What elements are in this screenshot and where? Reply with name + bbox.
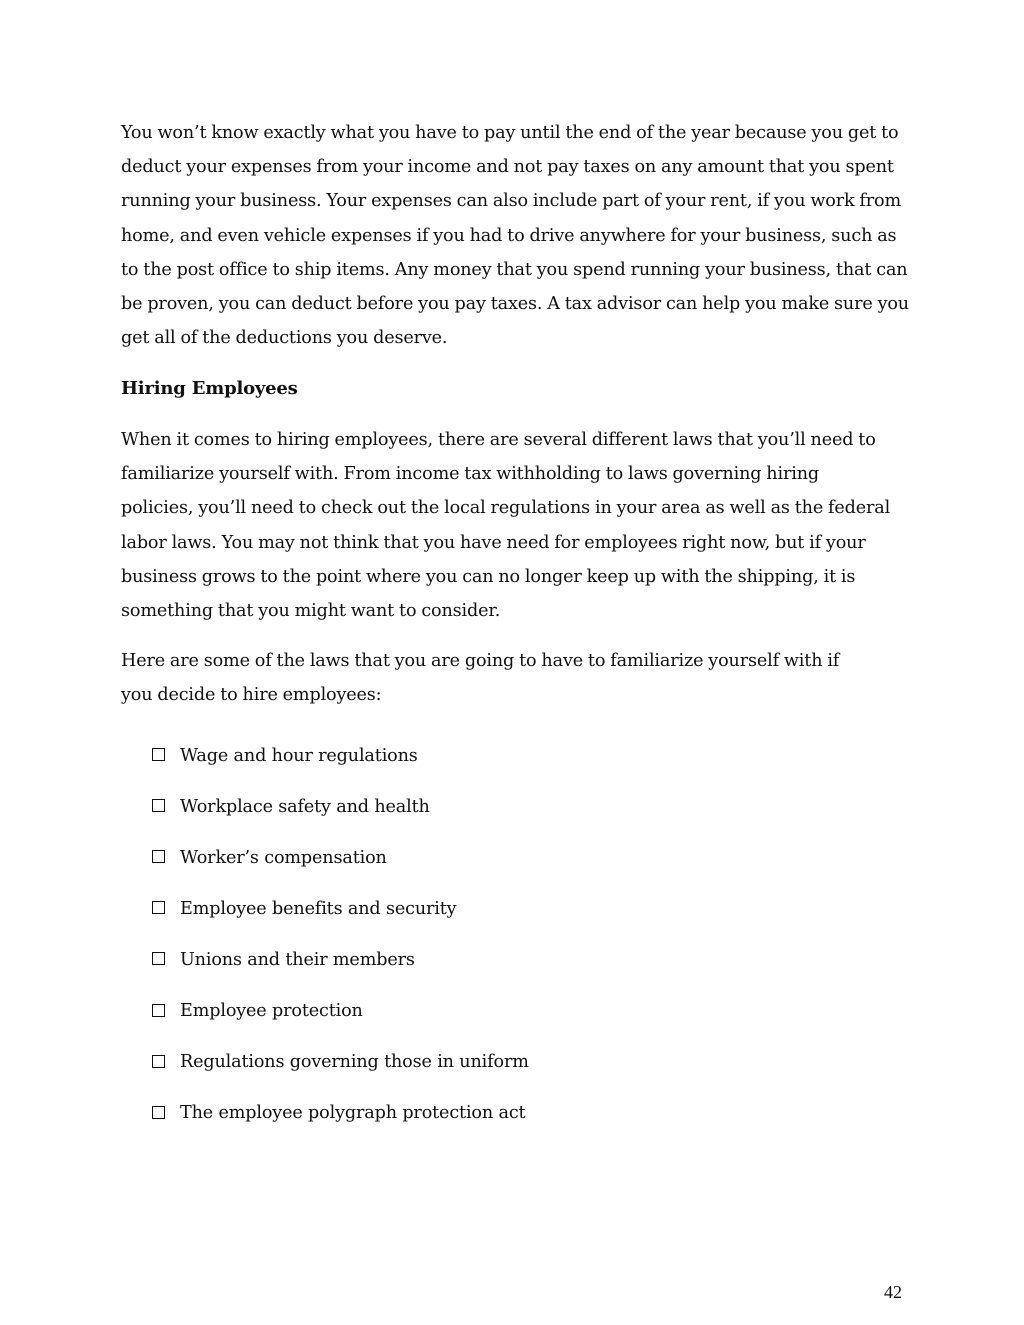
laws-checklist (152, 730, 529, 1139)
checkbox-empty-icon (152, 1106, 165, 1119)
checkbox-empty-icon (152, 952, 165, 965)
checkbox-empty-icon (152, 799, 165, 812)
checklist-item-label: Workplace safety and health (180, 796, 430, 817)
page-number: 42 (884, 1282, 902, 1302)
checklist-item-label: Employee protection (180, 1001, 363, 1022)
checklist-item (152, 934, 529, 985)
checklist-item (152, 1037, 529, 1088)
paragraph-expenses: You won’t know exactly what you have to pay until the end of the year because you get to deduct your expenses from your income and not pay taxes on any amount that you spent running your business. Your expenses can also include part of your rent, if you work from home, and even vehicle expenses if you had to drive anywhere for your business, such as to the post office to ship items. Any money that you spend running your business, that can be proven, you can deduct before you pay taxes. A tax advisor can help you make sure you get all of the deductions you deserve. (121, 123, 909, 349)
checkbox-empty-icon (152, 748, 165, 761)
checklist-item (152, 1088, 529, 1139)
checklist-item (152, 883, 529, 934)
checklist-item-label: Employee benefits and security (180, 898, 457, 919)
checklist-item-label: Unions and their members (180, 949, 415, 970)
checkbox-empty-icon (152, 1055, 165, 1068)
checkbox-empty-icon (152, 850, 165, 863)
checklist-item-label: Worker’s compensation (180, 847, 387, 868)
checkbox-empty-icon (152, 901, 165, 914)
checklist-item (152, 985, 529, 1036)
checklist-item-label: The employee polygraph protection act (180, 1103, 526, 1124)
paragraph-hiring-intro: When it comes to hiring employees, there are several different laws that you’ll need to familiarize yourself with. From income tax withholding to laws governing hiring policies, you’ll need to check out the local regulations in your area as well as the federal labor laws. You may not think that you have need for employees right now, but if your business grows to the point where you can no longer keep up with the shipping, it is something that you might want to consider. (121, 430, 891, 622)
checklist-item (152, 730, 529, 781)
checklist-item-label: Regulations governing those in uniform (180, 1052, 529, 1073)
checklist-item-label: Wage and hour regulations (180, 745, 418, 766)
paragraph-laws-lead-in: Here are some of the laws that you are going to have to familiarize yourself with if you decide to hire employees: (121, 651, 840, 706)
checklist-item (152, 832, 529, 883)
checklist-item (152, 781, 529, 832)
checkbox-empty-icon (152, 1004, 165, 1017)
section-heading: Hiring Employees (121, 378, 298, 399)
